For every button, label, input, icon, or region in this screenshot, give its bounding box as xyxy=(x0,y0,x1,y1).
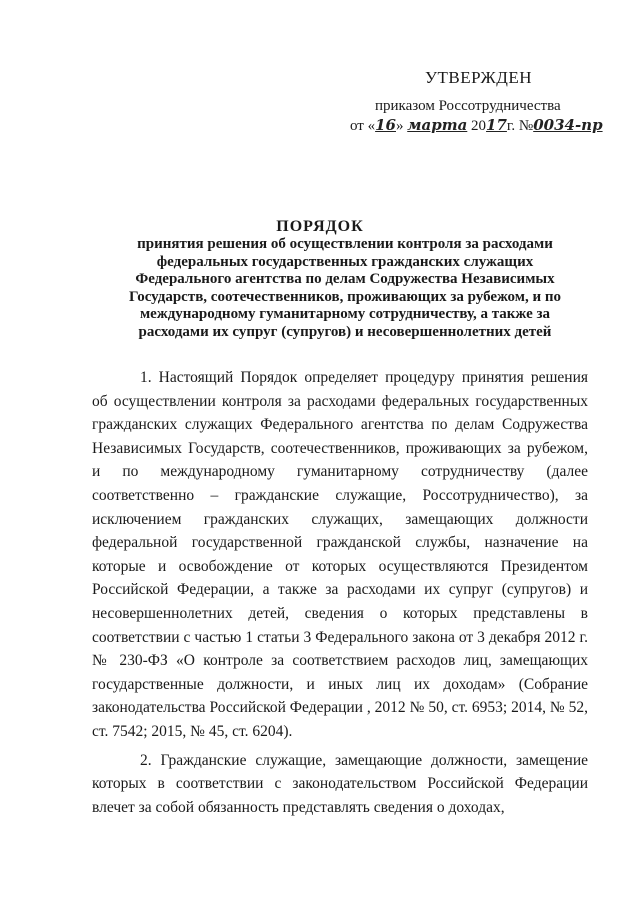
year-prefix: 20 xyxy=(467,118,487,134)
handwritten-year: 17 xyxy=(486,116,507,134)
paragraph-2: 2. Гражданские служащие, замещающие должности, замещение которых в соответствии с законодательством Российской Федерации влечет за собой обязанность представлять сведения о доходах, xyxy=(92,751,588,816)
document-title: ПОРЯДОК xyxy=(276,218,364,235)
approval-title: УТВЕРЖДЕН xyxy=(425,68,532,87)
approval-order-line: приказом Россотрудничества xyxy=(375,98,561,114)
date-prefix: от « xyxy=(350,118,376,134)
paragraph-1: 1. Настоящий Порядок определяет процедуру принятия решения об осуществлении контроля за расходами федеральных государственных гражданских служащих Федерального агентства по делам Содружества Независимых Государств, соотечественников, проживающих за рубежом, и по международному гуманитарному сотрудничеству (далее соответственно – гражданские служащие, Россотрудничество), за исключением гражданских служащих, замещающих должности федеральной государственной гражданской службы, назначение на которые и освобождение от которых осуществляются Президентом Российской Федерации, а также за расходами их супруг (супругов) и несовершеннолетних детей, сведения о которых представлены в соответствии с частью 1 статьи 3 Федерального закона от 3 декабря 2012 г. № 230-ФЗ «О контроле за соответствием расходов лиц, замещающих государственные должности, и иных лиц их доходам» (Собрание законодательства Российской Федерации , 2012 № 50, ст. 6953; 2014, № 52, ст. 7542; 2015, № 45, ст. 6204). xyxy=(92,369,588,740)
number-prefix: г. № xyxy=(506,118,534,134)
handwritten-day: 16 xyxy=(375,116,396,134)
handwritten-number: 0034-пр xyxy=(533,116,603,134)
approval-date-line xyxy=(350,115,603,136)
date-mid: » xyxy=(395,118,408,134)
document-body xyxy=(92,366,588,819)
handwritten-month: марта xyxy=(407,116,468,134)
document-subtitle: принятия решения об осуществлении контроля за расходами федеральных государственных гражданских служащих Федерального агентства по делам Содружества Независимых Государств, соотечественников, проживающих за рубежом, и по международному гуманитарному сотрудничеству, а также за расходами их супруг (супругов) и несовершеннолетних детей xyxy=(129,236,561,340)
